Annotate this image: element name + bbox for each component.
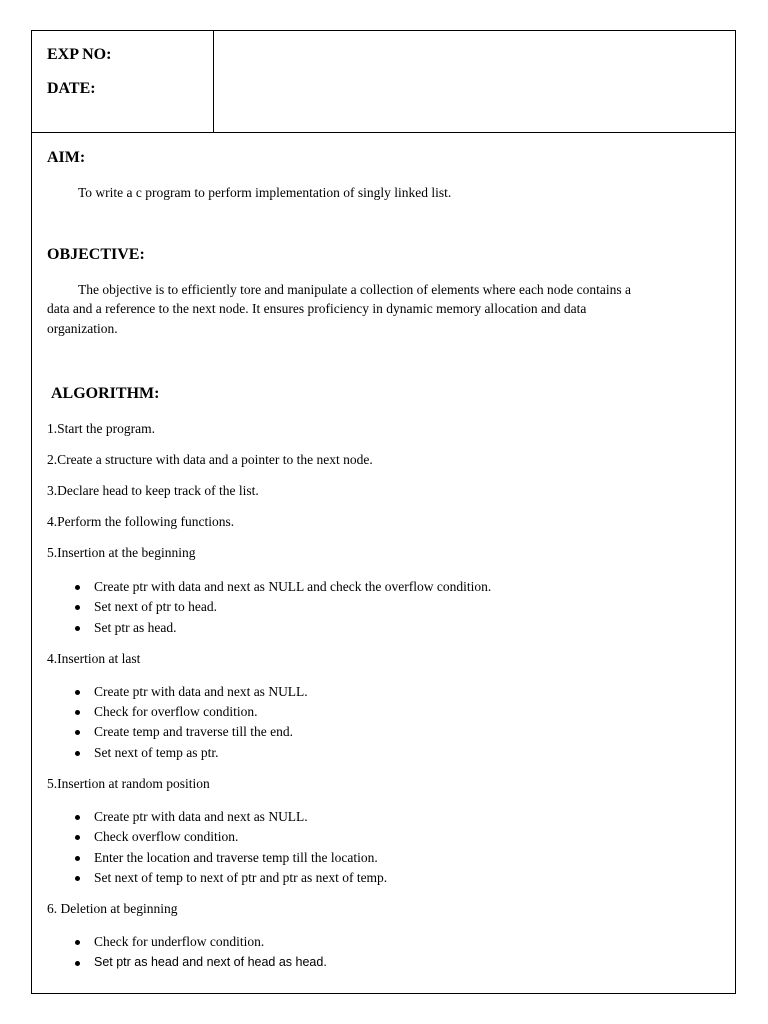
- objective-heading: OBJECTIVE:: [47, 246, 145, 263]
- algorithm-step: 4.Perform the following functions.: [47, 514, 235, 529]
- bullet-item: Create temp and traverse till the end.: [94, 724, 294, 739]
- bullet-item: Set ptr as head and next of head as head.: [94, 955, 327, 969]
- bullet-item: Create ptr with data and next as NULL.: [94, 684, 308, 699]
- header-row: [32, 31, 735, 133]
- bullet-item: Set ptr as head.: [94, 620, 177, 635]
- algorithm-step: 3.Declare head to keep track of the list.: [47, 483, 259, 498]
- algorithm-section-title: 4.Insertion at last: [47, 651, 141, 666]
- objective-line-1: The objective is to efficiently tore and manipulate a collection of elements where each node contains a: [78, 282, 632, 297]
- algorithm-step: 1.Start the program.: [47, 421, 155, 436]
- algorithm-heading: ALGORITHM:: [51, 385, 160, 402]
- header-left-cell: [32, 31, 214, 132]
- page-frame: [31, 30, 736, 994]
- bullet-item: Create ptr with data and next as NULL.: [94, 809, 308, 824]
- bullet-item: Set next of ptr to head.: [94, 599, 217, 614]
- algorithm-step: 2.Create a structure with data and a pointer to the next node.: [47, 452, 373, 467]
- aim-text: To write a c program to perform implementation of singly linked list.: [78, 185, 452, 200]
- bullet-item: Check overflow condition.: [94, 829, 239, 844]
- objective-line-2: data and a reference to the next node. It ensures proficiency in dynamic memory allocation and data: [47, 301, 587, 316]
- aim-heading: AIM:: [47, 149, 86, 166]
- algorithm-section-title: 5.Insertion at random position: [47, 776, 210, 791]
- bullet-item: Check for overflow condition.: [94, 704, 258, 719]
- bullet-item: Set next of temp as ptr.: [94, 745, 219, 760]
- bullet-item: Check for underflow condition.: [94, 934, 265, 949]
- date-label: DATE:: [47, 80, 96, 97]
- objective-line-3: organization.: [47, 321, 118, 336]
- bullet-item: Enter the location and traverse temp till the location.: [94, 850, 378, 865]
- bullet-item: Create ptr with data and next as NULL and check the overflow condition.: [94, 579, 492, 594]
- bullet-item: Set next of temp to next of ptr and ptr as next of temp.: [94, 870, 388, 885]
- algorithm-step: 5.Insertion at the beginning: [47, 545, 196, 560]
- exp-no-label: EXP NO:: [47, 46, 112, 63]
- algorithm-section-title: 6. Deletion at beginning: [47, 901, 178, 916]
